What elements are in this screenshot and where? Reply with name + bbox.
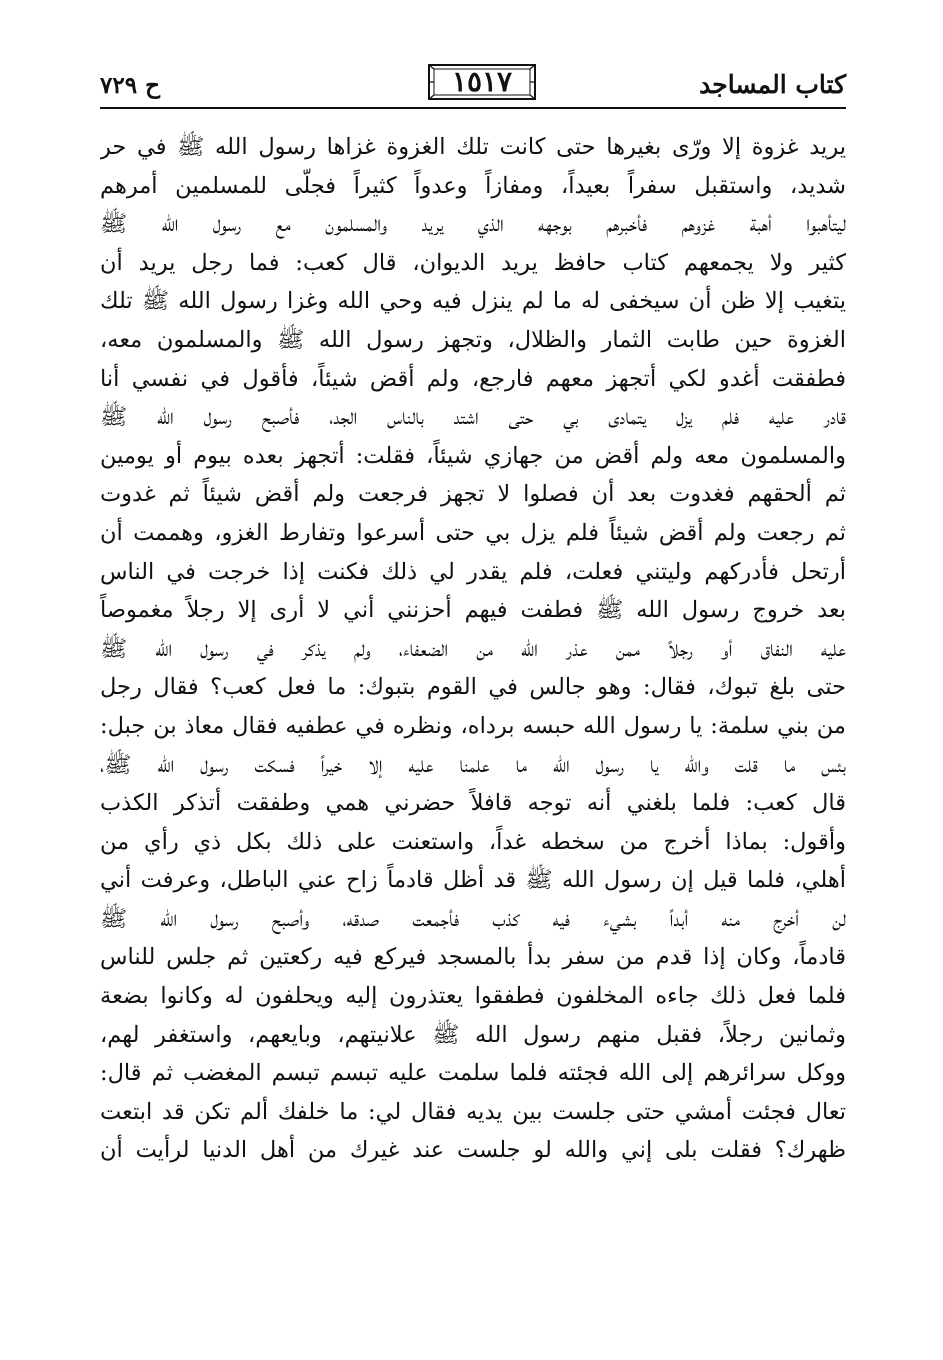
text-line: وأقول: بماذا أخرج من سخطه غداً، واستعنت على ذلك بكل ذي رأي من <box>100 828 846 855</box>
hadith-number: ١٥١٧ <box>451 65 513 98</box>
text-line: وثمانين رجلاً، فقبل منهم رسول الله ﷺ علانيتهم، وبايعهم، واستغفر لهم، <box>100 1021 846 1048</box>
book-title: كتاب المساجد <box>699 70 846 99</box>
text-line: شديد، واستقبل سفراً بعيداً، ومفازاً وعدواً كثيراً فجلّى للمسلمين أمرهم <box>100 172 846 199</box>
hadith-reference: ح ٧٢٩ <box>100 72 160 99</box>
text-line: بئس ما قلت والله يا رسول الله ما علمنا عليه إلا خيراً فسكت رسول الله ﷺ، <box>100 751 846 778</box>
text-line: لن أخرج منه أبداً بشيء فيه كذب فأجمعت صدقه، وأصبح رسول الله ﷺ <box>100 905 846 932</box>
text-line: الغزوة حين طابت الثمار والظلال، وتجهز رسول الله ﷺ والمسلمون معه، <box>100 326 846 353</box>
text-line: فطفقت أغدو لكي أتجهز معهم فارجع، ولم أقض شيئاً، فأقول في نفسي أنا <box>100 365 846 392</box>
text-line: قادماً، وكان إذا قدم من سفر بدأ بالمسجد فيركع فيه ركعتين ثم جلس للناس <box>100 944 846 971</box>
page-header <box>100 62 846 106</box>
text-line: من بني سلمة: يا رسول الله حبسه برداه، ونظره في عطفيه فقال معاذ بن جبل: <box>100 712 846 739</box>
text-line: تعال فجئت أمشي حتى جلست بين يديه فقال لي: ما خلفك ألم تكن قد ابتعت <box>100 1098 846 1125</box>
header-divider <box>100 107 846 109</box>
text-line: يريد غزوة إلا ورّى بغيرها حتى كانت تلك الغزوة غزاها رسول الله ﷺ في حر <box>100 134 846 160</box>
text-line: ووكل سرائرهم إلى الله فجئته فلما سلمت عليه تبسم تبسم المغضب ثم قال: <box>100 1060 846 1087</box>
text-line: كثير ولا يجمعهم كتاب حافظ يريد الديوان، قال كعب: فما رجل يريد أن <box>100 249 846 276</box>
text-line: أهلي، فلما قيل إن رسول الله ﷺ قد أظل قادماً زاح عني الباطل، وعرفت أني <box>100 867 846 894</box>
text-line: قادر عليه فلم يزل يتمادى بي حتى اشتد بالناس الجد، فأصبح رسول الله ﷺ <box>100 404 846 431</box>
text-line: والمسلمون معه ولم أقض من جهازي شيئاً، فقلت: أتجهز بعده بيوم أو يومين <box>100 442 846 469</box>
hadith-number-frame <box>426 62 538 102</box>
body-text <box>100 128 846 1170</box>
text-line: ثم رجعت ولم أقض شيئاً فلم يزل بي حتى أسرعوا وتفارط الغزو، وهممت أن <box>100 519 846 546</box>
text-line: قال كعب: فلما بلغني أنه توجه قافلاً حضرني همي وطفقت أتذكر الكذب <box>100 790 846 817</box>
text-line: عليه النفاق أو رجلاً ممن عذر الله من الضعفاء، ولم يذكر في رسول الله ﷺ <box>100 635 846 662</box>
text-line: ثم ألحقهم فغدوت بعد أن فصلوا لا تجهز فرجعت ولم أقض شيئاً ثم غدوت <box>100 481 846 508</box>
text-line: فلما فعل ذلك جاءه المخلفون فطفقوا يعتذرون إليه ويحلفون له وكانوا بضعة <box>100 983 846 1010</box>
text-line: ليتأهبوا أهبة غزوهم فأخبرهم بوجهه الذي يريد والمسلمون مع رسول الله ﷺ <box>100 211 846 238</box>
text-line: أرتحل فأدركهم وليتني فعلت، فلم يقدر لي ذلك فكنت إذا خرجت في الناس <box>100 558 846 585</box>
text-line: يتغيب إلا ظن أن سيخفى له ما لم ينزل فيه وحي الله وغزا رسول الله ﷺ تلك <box>100 288 846 315</box>
text-line: ظهرك؟ فقلت بلى إني والله لو جلست عند غيرك من أهل الدنيا لرأيت أن <box>100 1137 846 1164</box>
text-line: بعد خروج رسول الله ﷺ فطفت فيهم أحزنني أني لا أرى إلا رجلاً مغموصاً <box>100 597 846 624</box>
text-line: حتى بلغ تبوك، فقال: وهو جالس في القوم بتبوك: ما فعل كعب؟ فقال رجل <box>100 674 846 701</box>
